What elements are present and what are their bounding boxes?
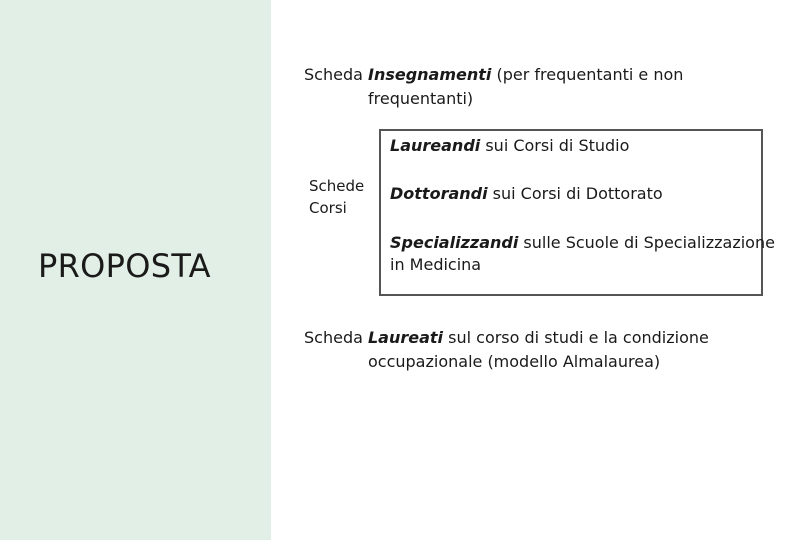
scheda-insegnamenti-suffix: (per frequentanti e non	[491, 65, 684, 84]
scheda-specializzandi	[390, 232, 775, 276]
scheda-laureati-emphasis: Laureati	[367, 328, 444, 347]
scheda-laureati-line2: occupazionale (modello Almalaurea)	[368, 352, 661, 371]
scheda-dottorandi	[390, 183, 663, 205]
scheda-dottorandi-emphasis: Dottorandi	[390, 184, 488, 203]
scheda-laureati-suffix: sul corso di studi e la condizione	[443, 328, 709, 347]
scheda-insegnamenti-emphasis: Insegnamenti	[367, 65, 492, 84]
schede-corsi-label-line1: Schede	[309, 177, 365, 195]
page-title: PROPOSTA	[38, 247, 211, 285]
scheda-specializzandi-line2: in Medicina	[390, 255, 482, 274]
schede-corsi-label-line2: Corsi	[309, 199, 347, 217]
schede-corsi-label	[309, 175, 364, 219]
scheda-laureandi-emphasis: Laureandi	[390, 136, 481, 155]
scheda-specializzandi-emphasis: Specializzandi	[390, 233, 519, 252]
scheda-laureandi-text: sui Corsi di Studio	[480, 136, 630, 155]
scheda-laureati	[304, 326, 709, 374]
scheda-insegnamenti	[304, 63, 683, 111]
scheda-insegnamenti-prefix: Scheda	[304, 65, 368, 84]
scheda-specializzandi-text: sulle Scuole di Specializzazione	[518, 233, 775, 252]
schede-corsi-box	[379, 129, 775, 296]
scheda-laureandi	[390, 135, 629, 157]
scheda-laureati-prefix: Scheda	[304, 328, 368, 347]
scheda-dottorandi-text: sui Corsi di Dottorato	[487, 184, 663, 203]
scheda-insegnamenti-line2: frequentanti)	[368, 89, 474, 108]
